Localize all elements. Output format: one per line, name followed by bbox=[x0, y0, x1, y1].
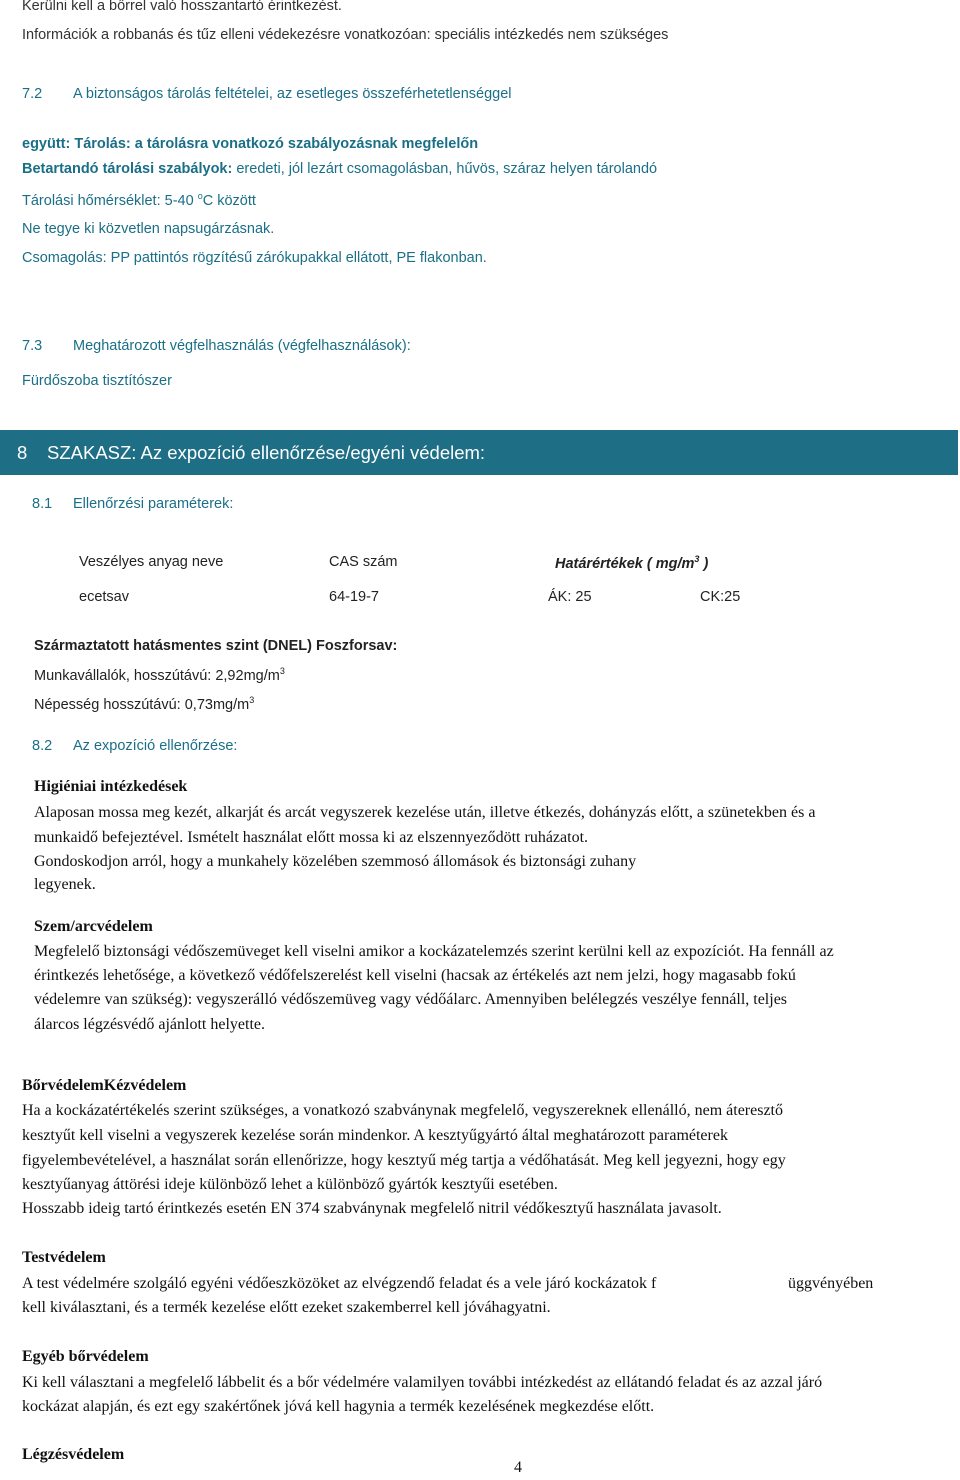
skin-line-1: Ha a kockázatértékelés szerint szükséges, a vonatkozó szabványnak megfelelő, vegyszereknek ellenálló, nem áteresztő bbox=[22, 1102, 783, 1119]
body-line-2: kell kiválasztani, és a termék kezelése előtt ezeket szakemberrel kell jóváhagyatni. bbox=[22, 1299, 551, 1316]
storage-rules-label: Betartandó tárolási szabályok: bbox=[22, 161, 233, 177]
table-header-limits-end: ) bbox=[699, 555, 709, 572]
table-header-limits-text: Határértékek ( mg/m bbox=[555, 555, 695, 572]
body-line-1-end: üggvényében bbox=[788, 1275, 874, 1292]
hygiene-line-2: munkaidő befejeztével. Ismételt használat előtt mossa ki az elszennyeződött ruházatot. bbox=[34, 829, 589, 846]
other-skin-line-2: kockázat alapján, és ezt egy szakértőnek jóvá kell hagynia a termék kezelésének megkezdése előtt. bbox=[22, 1398, 655, 1415]
dnel-workers-sup: 3 bbox=[279, 666, 285, 676]
section-8-number: 8 bbox=[17, 442, 28, 463]
table-header-cas: CAS szám bbox=[329, 554, 398, 570]
section-8-1-title: Ellenőrzési paraméterek: bbox=[73, 496, 234, 512]
table-cell-ak: ÁK: 25 bbox=[548, 589, 592, 605]
section-8-2-number: 8.2 bbox=[32, 738, 53, 754]
section-8-2-title: Az expozíció ellenőrzése: bbox=[73, 738, 238, 754]
storage-temp-value: 5-40 bbox=[164, 192, 194, 209]
skin-hand-heading: BőrvédelemKézvédelem bbox=[22, 1077, 187, 1094]
dnel-workers bbox=[34, 666, 285, 684]
eye-line-2: érintkezés lehetősége, a következő védőfelszerelést kell viselni (hacsak az értékelés azt nem jelzi, hogy magasabb fokú bbox=[34, 967, 796, 984]
storage-line-5: Csomagolás: PP pattintós rögzítésű zárókupakkal ellátott, PE flakonban. bbox=[22, 250, 487, 266]
eye-protection-heading: Szem/arcvédelem bbox=[34, 918, 153, 935]
dnel-population-text: Népesség hosszútávú: 0,73mg/m bbox=[34, 696, 250, 713]
storage-line-1: együtt: Tárolás: a tárolásra vonatkozó szabályozásnak megfelelőn bbox=[22, 136, 479, 152]
table-cell-cas: 64-19-7 bbox=[329, 589, 379, 605]
top-line-1: Kerülni kell a bőrrel való hosszantartó érintkezést. bbox=[22, 0, 342, 14]
storage-rules-text: eredeti, jól lezárt csomagolásban, hűvös, száraz helyen tárolandó bbox=[232, 161, 658, 177]
section-7-2-title: A biztonságos tárolás feltételei, az esetleges összeférhetetlenséggel bbox=[73, 86, 512, 102]
table-header-limits-sup: 3 bbox=[694, 554, 700, 564]
hygiene-heading: Higiéniai intézkedések bbox=[34, 778, 188, 795]
dnel-title: Származtatott hatásmentes szint (DNEL) Foszforsav: bbox=[34, 638, 398, 654]
eye-line-3: védelemre van szükség): vegyszerálló védőszemüveg vagy védőálarc. Amennyiben belélegzés veszélye fennáll, teljes bbox=[34, 991, 788, 1008]
table-cell-substance: ecetsav bbox=[79, 589, 129, 605]
hygiene-line-1: Alaposan mossa meg kezét, alkarját és arcát vegyszerek kezelése után, illetve étkezés, dohányzás előtt, a szünetekben és a bbox=[34, 804, 816, 821]
section-8-1-number: 8.1 bbox=[32, 496, 53, 512]
intended-use-text: Fürdőszoba tisztítószer bbox=[22, 373, 172, 389]
eye-line-1: Megfelelő biztonsági védőszemüveget kell viselni amikor a kockázatelemzés szerint kerülni kell az expozíciót. Ha fennáll az bbox=[34, 943, 834, 960]
body-line-1: A test védelmére szolgáló egyéni védőeszközöket az elvégzendő feladat és a vele járó kockázatok f bbox=[22, 1275, 657, 1292]
storage-line-2 bbox=[22, 161, 657, 177]
dnel-population-sup: 3 bbox=[249, 695, 255, 705]
storage-temp-sup: o bbox=[197, 191, 203, 201]
table-cell-ck: CK:25 bbox=[700, 589, 741, 605]
storage-line-4: Ne tegye ki közvetlen napsugárzásnak. bbox=[22, 221, 275, 237]
section-7-3-title: Meghatározott végfelhasználás (végfelhasználások): bbox=[73, 338, 411, 354]
skin-line-4: kesztyűanyag áttörési ideje különböző lehet a különböző gyártók kesztyűi esetében. bbox=[22, 1176, 558, 1193]
other-skin-heading: Egyéb bőrvédelem bbox=[22, 1348, 149, 1365]
section-7-2-number: 7.2 bbox=[22, 86, 43, 102]
body-protection-heading: Testvédelem bbox=[22, 1249, 106, 1266]
other-skin-line-1: Ki kell választani a megfelelő lábbelit és a bőr védelmére valamilyen további intézkedést az ellátandó feladat és az azzal járó bbox=[22, 1374, 823, 1391]
dnel-population bbox=[34, 695, 254, 713]
table-header-limits bbox=[555, 554, 708, 572]
hygiene-line-3: Gondoskodjon arról, hogy a munkahely közelében szemmosó állomások és biztonsági zuhany bbox=[34, 853, 637, 870]
storage-temp-rest: C között bbox=[202, 192, 256, 209]
page-number: 4 bbox=[514, 1459, 522, 1476]
section-8-banner bbox=[0, 430, 958, 475]
section-7-3-number: 7.3 bbox=[22, 338, 43, 354]
skin-line-5: Hosszabb ideig tartó érintkezés esetén EN 374 szabványnak megfelelő nitril védőkesztyű használata javasolt. bbox=[22, 1200, 722, 1217]
top-line-2: Információk a robbanás és tűz elleni védekezésre vonatkozóan: speciális intézkedés nem szükséges bbox=[22, 27, 669, 43]
section-8-title: SZAKASZ: Az expozíció ellenőrzése/egyéni védelem: bbox=[47, 442, 486, 463]
hygiene-line-4: legyenek. bbox=[34, 876, 96, 893]
skin-line-3: figyelembevételével, a használat során ellenőrizze, hogy kesztyű még tartja a védőhatását. Meg kell jegyezni, hogy egy bbox=[22, 1152, 786, 1169]
respiratory-heading: Légzésvédelem bbox=[22, 1446, 125, 1463]
table-header-name: Veszélyes anyag neve bbox=[79, 554, 224, 570]
skin-line-2: kesztyűt kell viselni a vegyszerek kezelése során mindenkor. A kesztyűgyártó által meghatározott paraméterek bbox=[22, 1127, 728, 1144]
storage-temp-line bbox=[22, 191, 256, 209]
storage-temp-label: Tárolási hőmérséklet: bbox=[22, 192, 161, 209]
dnel-workers-text: Munkavállalók, hosszútávú: 2,92mg/m bbox=[34, 667, 280, 684]
eye-line-4: álarcos légzésvédő ajánlott helyette. bbox=[34, 1016, 266, 1033]
